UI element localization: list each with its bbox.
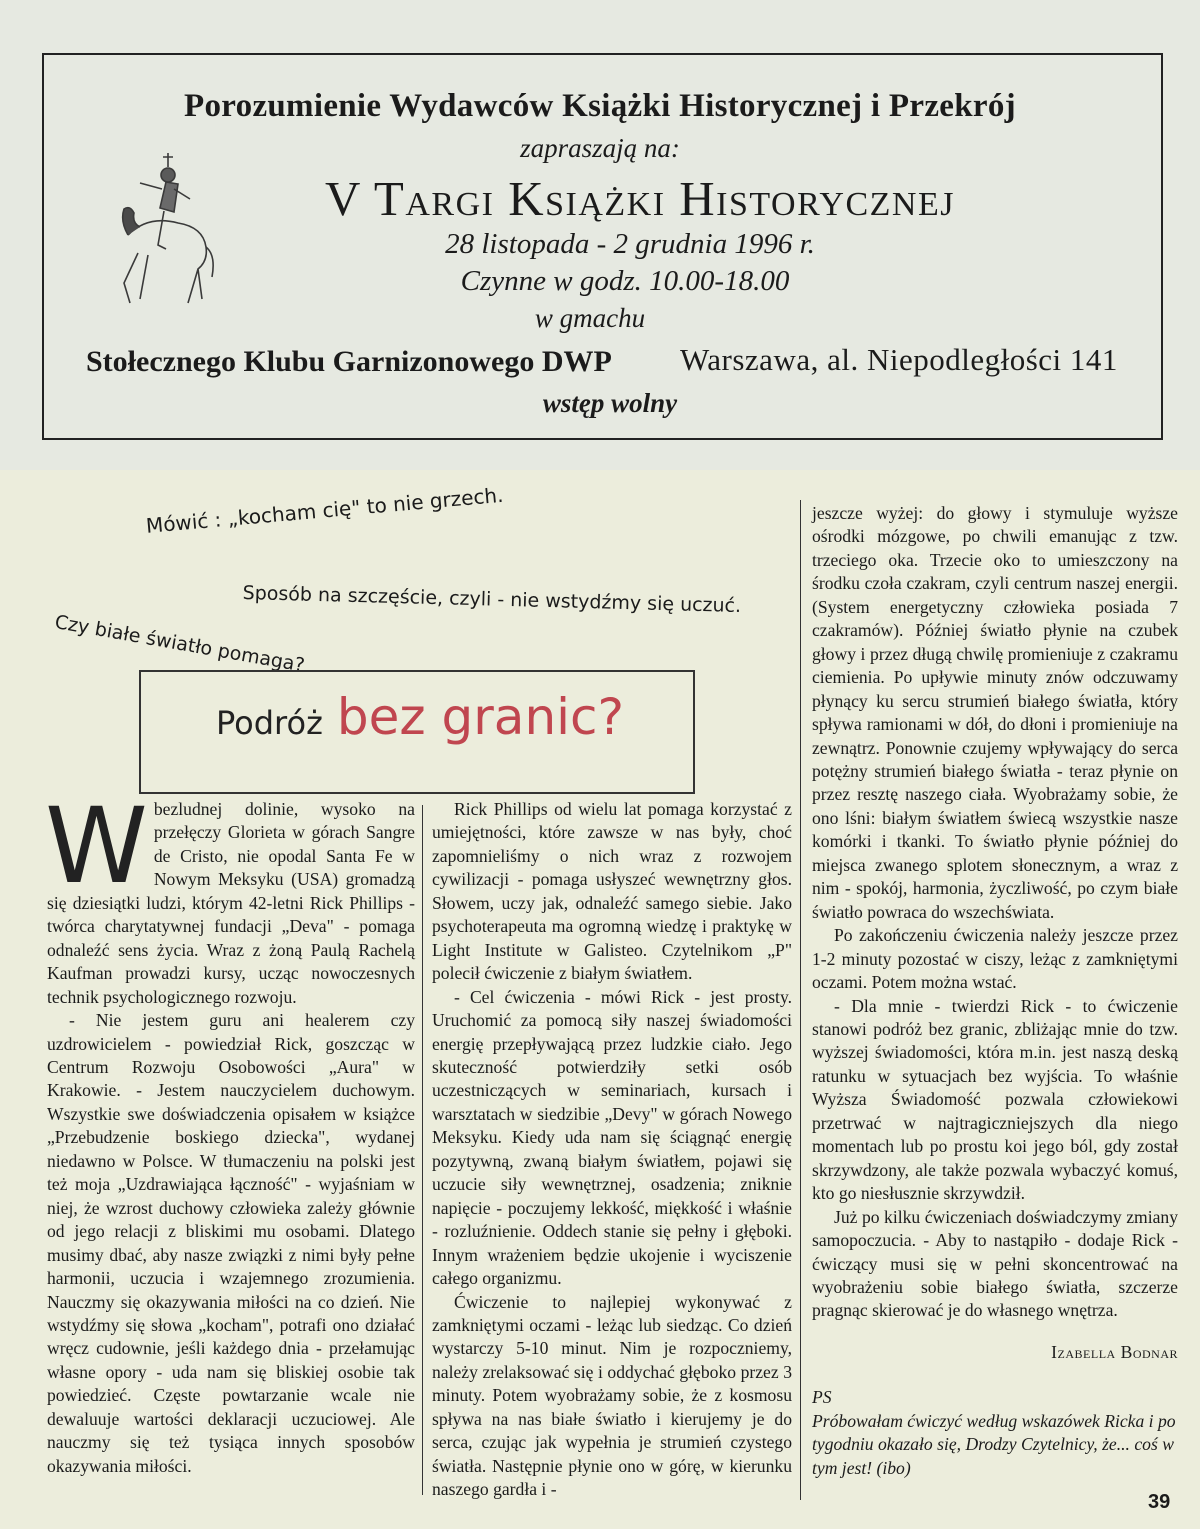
event-dates: 28 listopada - 2 grudnia 1996 r. bbox=[445, 228, 815, 260]
article-paragraph: Wbezludnej dolinie, wysoko na przełęczy Glorieta w górach Sangre de Cristo, nie opodal Santa Fe w Nowym Meksyku (USA) gromadzą się dziesiątki ludzi, którym 42-letni Rick Phillips - twórca charytatywnej fundacji „Deva" - pomaga odnaleźć sens życia. Wraz z żoną Paulą Rachelą Kaufman prowadzi kursy, ucząc nowoczesnych technik psychologicznego rozwoju. bbox=[45, 785, 415, 1007]
article-column-1 bbox=[45, 785, 415, 1478]
drop-cap: W bbox=[45, 785, 148, 907]
postscript-text: Próbowałam ćwiczyć według wskazówek Ricka i po tygodniu okazało się, Drodzy Czytelnicy, że... coś w tym jest! (ibo) bbox=[812, 1410, 1176, 1478]
author-byline: Izabella Bodnar bbox=[1051, 1341, 1178, 1362]
article-paragraph: Ćwiczenie to najlepiej wykonywać z zamkniętymi oczami - leżąc lub siedząc. Co dzień wystarczy 5-10 minut. Nim je rozpoczniemy, należy zrelaksować się i oddychać głęboko przez 3 minuty. Potem wyobrażamy sobie, że z kosmosu spływa na nas białe światło i kierujemy je do serca, czując jak wypełnia je strumień czystego światła. Następnie płynie ono w górę, w kierunku naszego gardła i - bbox=[432, 1291, 792, 1500]
article-paragraph: Już po kilku ćwiczeniach doświadczymy zmiany samopoczucia. - Aby to nastąpiło - dodaje Rick - ćwiczący musi się w pełni skoncentrować na wyobrażeniu sobie białego światła, szczerze pragnąc skierować je do własnego wnętrza. bbox=[812, 1206, 1178, 1321]
article-paragraph: Po zakończeniu ćwiczenia należy jeszcze przez 1-2 minuty pozostać w ciszy, leżąc z zamkniętymi oczami. Potem można wstać. bbox=[812, 925, 1178, 993]
article-paragraph: jeszcze wyżej: do głowy i stymuluje wyższe ośrodki mózgowe, po chwili emanując z tzw. trzeciego oka. Trzecie oko to umieszczony na środku czoła czakram, czyli centrum naszej energii. (System energetyczny człowieka posiada 7 czakramów). Później światło płynie na czubek głowy i przez długą chwilę promieniuje z czakramu ciemienia. Po upływie minuty znów odczuwamy płynący ku sercu strumień białego światła, który spływa ramionami w dół, do dłoni i promieniuje na zewnątrz. Ponownie czujemy wpływający do serca potężny strumień białego światła - teraz płynie on przez resztę naszego ciała. Wyobrażamy sobie, że ono lśni: białym światłem świecą wszystkie nasze komórki i tkanki. To światło płynie później do miejsca zwanego splotem słonecznym, a wraz z nim - spokój, harmonia, życzliwość, po czym białe światło powraca do wszechświata. bbox=[812, 503, 1178, 922]
ad-headline: Porozumienie Wydawców Książki Historycznej i Przekrój bbox=[184, 88, 1016, 124]
slogan-1: Mówić : „kocham cię" to nie grzech. bbox=[145, 482, 505, 538]
venue-address: Warszawa, al. Niepodległości 141 bbox=[680, 342, 1118, 377]
article-paragraph: Rick Phillips od wielu lat pomaga korzystać z umiejętności, które zawsze w nas były, choć zapomnieliśmy o nich wraz z rozwojem cywilizacji - pomaga usłyszeć wewnętrzny głos. Słowem, uczy jak, odnaleźć samego siebie. Jako psychoterapeuta ma ogromną wiedzę i praktykę w Light Institute w Galisteo. Czytelnikom „P" polecił ćwiczenie z białym światłem. bbox=[432, 799, 792, 984]
article-title-part-1: Podróż bbox=[216, 704, 323, 742]
column-divider-2 bbox=[800, 500, 801, 1500]
article-paragraph: - Nie jestem guru ani healerem czy uzdrowicielem - powiedział Rick, goszcząc w Centrum Rozwoju Osobowości „Aura" w Krakowie. - Jestem nauczycielem duchowym. Wszystkie swe doświadczenia opisałem w książce „Przebudzenie boskiego dziecka", wydanej niedawno w Polsce. W tłumaczeniu na polski jest też moja „Uzdrawiająca łączność" - wyjaśniam w niej, że wzrost duchowy człowieka zależy głównie od jego relacji z bliskimi mu osobami. Dlatego musimy dbać, aby nasze związki z nimi były pełne harmonii, uczucia i wzajemnego zrozumienia. Nauczmy się okazywania miłości na co dzień. Nie wstydźmy się słowa „kocham", potrafi ono działać wręcz cudownie, jeśli każdego dnia - przełamując własne opory - uda nam się bliskiej osobie tak powiedzieć. Częste powtarzanie wcale nie dewaluuje wartości deklaracji uczuciowej. Ale nauczmy się też tysiąca innych sposobów okazywania miłości. bbox=[47, 1010, 415, 1476]
article-title-part-2: bez granic? bbox=[336, 688, 625, 746]
opening-hours: Czynne w godz. 10.00-18.00 bbox=[460, 265, 790, 297]
ad-invite: zapraszają na: bbox=[520, 133, 680, 163]
article-column-2 bbox=[432, 798, 792, 1502]
slogan-2: Sposób na szczęście, czyli - nie wstydźmy się uczuć. bbox=[242, 582, 742, 618]
article-paragraph: - Cel ćwiczenia - mówi Rick - jest prosty. Uruchomić za pomocą siły naszej świadomości energię przepływającą przez ludzkie ciało. Jego skuteczność potwierdziły setki osób uczestniczących w seminariach, kursach i warsztatach w siedzibie „Devy" w górach Nowego Meksyku. Kiedy uda nam się ściągnąć energię pozytywną, zwaną białym światłem, pojawi się uczucie siły wewnętrznej, osadzenia; zniknie napięcie - poczujemy lekkość, miękkość i właśnie - rozluźnienie. Oddech stanie się pełny i głęboki. Innym wrażeniem będzie ukojenie i wyciszenie całego organizmu. bbox=[432, 986, 792, 1289]
article-column-3 bbox=[812, 502, 1178, 1480]
postscript-label: PS bbox=[812, 1387, 832, 1408]
column-divider-1 bbox=[422, 805, 423, 1495]
page-number: 39 bbox=[1148, 1491, 1171, 1513]
venue-name: Stołecznego Klubu Garnizonowego DWP bbox=[86, 345, 612, 378]
slogan-3: Czy białe światło pomaga? bbox=[53, 611, 307, 677]
postscript bbox=[812, 1386, 1178, 1480]
event-title: V Targi Książki Historycznej bbox=[325, 171, 955, 226]
building-prefix: w gmachu bbox=[534, 303, 646, 333]
article-title bbox=[216, 688, 624, 746]
article-paragraph: - Dla mnie - twierdzi Rick - to ćwiczenie stanowi podróż bez granic, zbliżając mnie do tzw. wyższej świadomości, która m.in. jest naszą deską ratunku w sytuacjach bez wyjścia. To właśnie Wyższa Świadomość pozwala człowiekowi przetrwać w najtragiczniejszych dla niego momentach lub po prostu koi jego ból, gdy został skrzywdzony, ale także pozwala wybaczyć komuś, kto go niesłusznie skrzywdził. bbox=[812, 995, 1178, 1204]
entry-note: wstęp wolny bbox=[542, 388, 678, 418]
